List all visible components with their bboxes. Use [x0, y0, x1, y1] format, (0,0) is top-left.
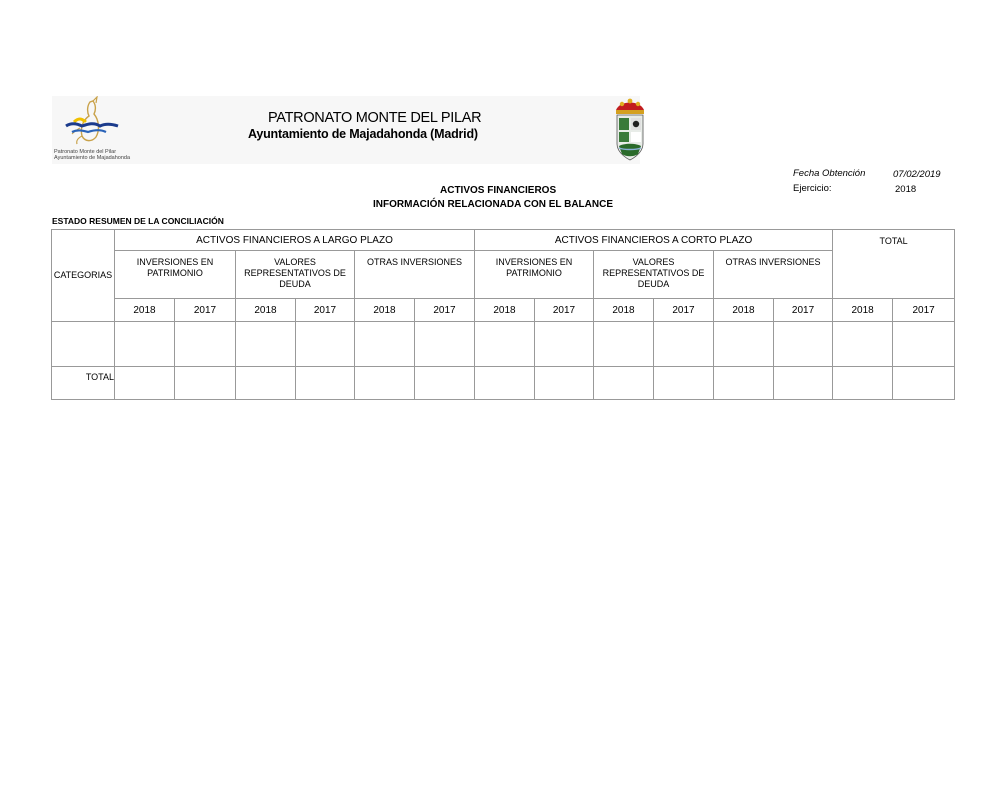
header-largo-valores: VALORES REPRESENTATIVOS DE DEUDA — [236, 251, 355, 299]
total-cell — [594, 367, 654, 400]
year-cell: 2018 — [475, 299, 535, 322]
header-largo-otras: OTRAS INVERSIONES — [355, 251, 475, 299]
total-cell — [475, 367, 535, 400]
year-cell: 2017 — [654, 299, 714, 322]
header-largo-plazo: ACTIVOS FINANCIEROS A LARGO PLAZO — [115, 230, 475, 251]
year-cell: 2017 — [535, 299, 594, 322]
year-cell: 2017 — [774, 299, 833, 322]
data-cell — [296, 322, 355, 367]
logo-caption-line-1: Patronato Monte del Pilar — [54, 149, 117, 155]
total-row-label: TOTAL — [52, 367, 115, 400]
year-cell: 2018 — [594, 299, 654, 322]
total-cell — [893, 367, 955, 400]
data-cell — [535, 322, 594, 367]
total-row — [52, 367, 955, 400]
header-categorias: CATEGORIAS — [52, 230, 115, 322]
category-cell — [52, 322, 115, 367]
year-cell: 2018 — [355, 299, 415, 322]
header-corto-valores: VALORES REPRESENTATIVOS DE DEUDA — [594, 251, 714, 299]
year-cell: 2017 — [893, 299, 955, 322]
data-cell — [833, 322, 893, 367]
doc-subtitle: INFORMACIÓN RELACIONADA CON EL BALANCE — [373, 199, 613, 210]
data-cell — [475, 322, 535, 367]
total-cell — [654, 367, 714, 400]
data-cell — [355, 322, 415, 367]
year-cell: 2018 — [833, 299, 893, 322]
year-cell: 2018 — [115, 299, 175, 322]
org-subtitle: Ayuntamiento de Majadahonda (Madrid) — [248, 127, 478, 141]
data-cell — [654, 322, 714, 367]
year-cell: 2017 — [175, 299, 236, 322]
logo-caption-line-2: Ayuntamiento de Majadahonda — [54, 155, 131, 161]
header-largo-inversiones: INVERSIONES EN PATRIMONIO — [115, 251, 236, 299]
fecha-label: Fecha Obtención — [793, 168, 866, 179]
data-cell — [175, 322, 236, 367]
data-cell — [774, 322, 833, 367]
table-row — [52, 322, 955, 367]
header-total: TOTAL — [833, 230, 955, 299]
data-cell — [115, 322, 175, 367]
header-corto-inversiones: INVERSIONES EN PATRIMONIO — [475, 251, 594, 299]
ejercicio-value: 2018 — [895, 184, 917, 195]
data-cell — [415, 322, 475, 367]
year-cell: 2017 — [415, 299, 475, 322]
data-cell — [594, 322, 654, 367]
total-cell — [296, 367, 355, 400]
total-cell — [535, 367, 594, 400]
ejercicio-label: Ejercicio: — [793, 183, 832, 194]
section-title: ESTADO RESUMEN DE LA CONCILIACIÓN — [52, 216, 224, 226]
year-cell: 2018 — [714, 299, 774, 322]
data-cell — [236, 322, 296, 367]
coat-of-arms-icon — [612, 96, 648, 164]
total-cell — [415, 367, 475, 400]
total-cell — [774, 367, 833, 400]
year-cell: 2017 — [296, 299, 355, 322]
total-cell — [714, 367, 774, 400]
logo-caption — [54, 149, 134, 161]
org-title: PATRONATO MONTE DEL PILAR — [268, 110, 482, 126]
total-cell — [115, 367, 175, 400]
total-cell — [236, 367, 296, 400]
header-corto-plazo: ACTIVOS FINANCIEROS A CORTO PLAZO — [475, 230, 833, 251]
conciliation-table — [51, 229, 955, 400]
fecha-value: 07/02/2019 — [893, 169, 941, 180]
data-cell — [714, 322, 774, 367]
total-cell — [355, 367, 415, 400]
total-cell — [175, 367, 236, 400]
doc-title: ACTIVOS FINANCIEROS — [440, 185, 557, 196]
header-corto-otras: OTRAS INVERSIONES — [714, 251, 833, 299]
total-cell — [833, 367, 893, 400]
data-cell — [893, 322, 955, 367]
year-cell: 2018 — [236, 299, 296, 322]
